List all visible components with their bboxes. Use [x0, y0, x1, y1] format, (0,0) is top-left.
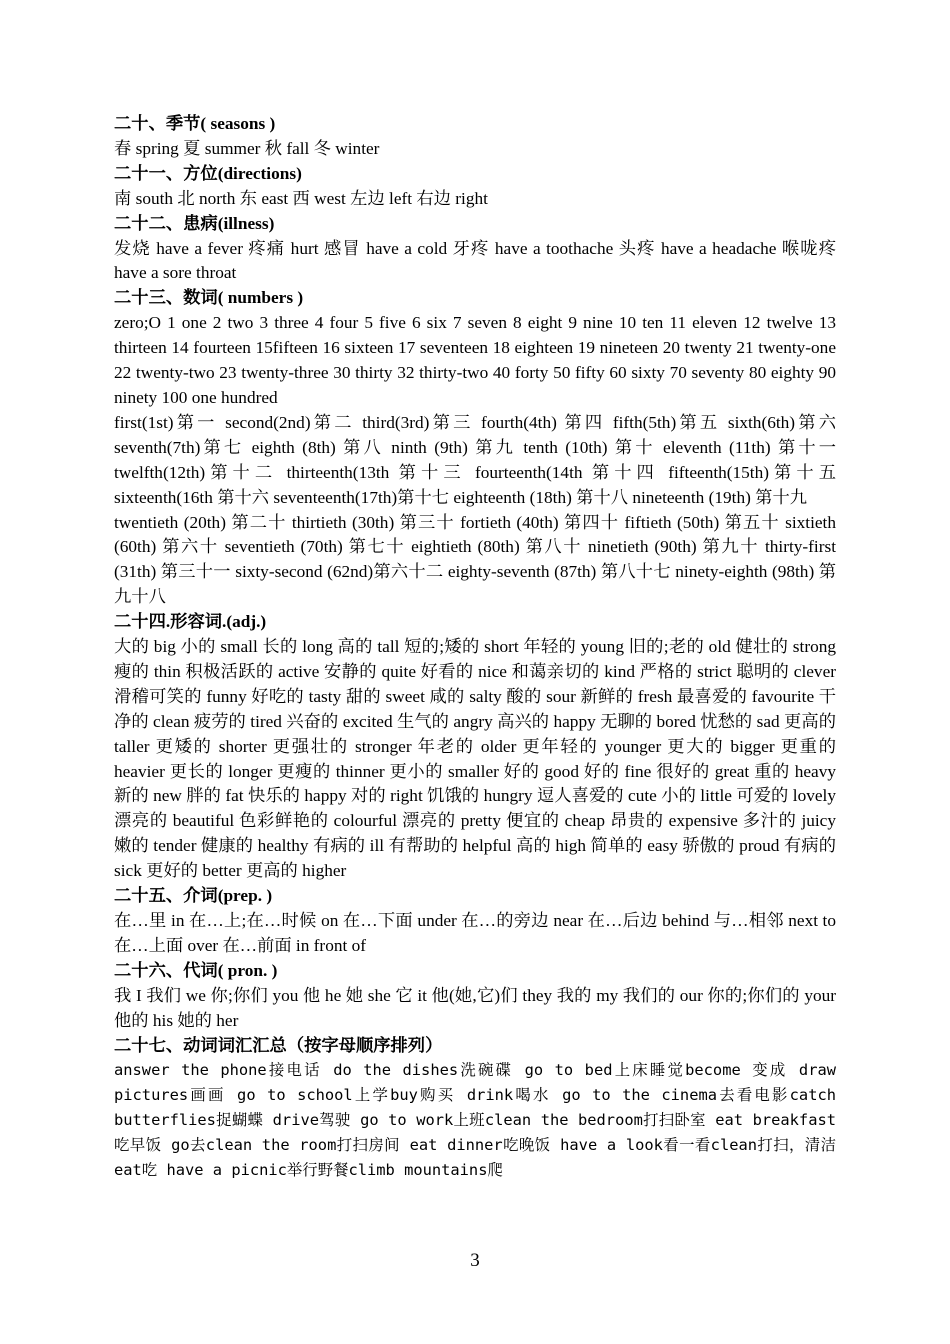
section-numbers	[114, 286, 836, 610]
section-illness	[114, 212, 836, 287]
section-directions	[114, 162, 836, 212]
section-heading: 二十七、动词词汇汇总（按字母顺序排列）	[114, 1035, 443, 1055]
section-heading: 二十二、患病(illness)	[114, 213, 275, 233]
section-pronouns	[114, 959, 836, 1034]
ordinal-tens-paragraph: twentieth (20th) 第二十 thirtieth (30th) 第三十 fortieth (40th) 第四十 fiftieth (50th) 第五十 sixtieth (60th) 第六十 seventieth (70th) 第七十 eightieth (80th) 第八十 ninetieth (90th) 第九十 thirty-first (31th) 第三十一 sixty-second (62nd)第六十二 eighty-seventh (87th) 第八十七 ninety-eighth (98th) 第九十八	[114, 512, 836, 607]
section-seasons	[114, 112, 836, 162]
section-adjectives	[114, 610, 836, 884]
ordinal-numbers-paragraph: first(1st)第一 second(2nd)第二 third(3rd)第三 fourth(4th) 第四 fifth(5th)第五 sixth(6th)第六 seventh(7th)第七 eighth (8th) 第八 ninth (9th) 第九 tenth (10th) 第十 eleventh (11th) 第十一 twelfth(12th)第十二 thirteenth(13th 第十三 fourteenth(14th 第十四 fifteenth(15th)第十五 sixteenth(16th 第十六 seventeenth(17th)第十七 eighteenth (18th) 第十八 nineteenth (19th) 第十九	[114, 412, 836, 507]
section-heading: 二十一、方位(directions)	[114, 163, 302, 183]
section-body: 南 south 北 north 东 east 西 west 左边 left 右边 right	[114, 188, 488, 208]
section-body: 春 spring 夏 summer 秋 fall 冬 winter	[114, 138, 380, 158]
section-heading: 二十、季节( seasons )	[114, 114, 276, 133]
page-number: 3	[470, 1250, 480, 1271]
section-body: 大的 big 小的 small 长的 long 高的 tall 短的;矮的 short 年轻的 young 旧的;老的 old 健壮的 strong 瘦的 thin 积极活跃的 active 安静的 quite 好看的 nice 和蔼亲切的 kind 严格的 strict 聪明的 clever 滑稽可笑的 funny 好吃的 tasty 甜的 sweet 咸的 salty 酸的 sour 新鲜的 fresh 最喜爱的 favourite 干净的 clean 疲劳的 tired 兴奋的 excited 生气的 angry 高兴的 happy 无聊的 bored 忧愁的 sad 更高的 taller 更矮的 shorter 更强壮的 stronger 年老的 older 更年轻的 younger 更大的 bigger 更重的 heavier 更长的 longer 更瘦的 thinner 更小的 smaller 好的 good 好的 fine 很好的 great 重的 heavy 新的 new 胖的 fat 快乐的 happy 对的 right 饥饿的 hungry 逗人喜爱的 cute 小的 little 可爱的 lovely 漂亮的 beautiful 色彩鲜艳的 colourful 漂亮的 pretty 便宜的 cheap 昂贵的 expensive 多汁的 juicy 嫩的 tender 健康的 healthy 有病的 ill 有帮助的 helpful 高的 high 简单的 easy 骄傲的 proud 有病的 sick 更好的 better 更高的 higher	[114, 637, 836, 881]
section-heading: 二十四.形容词.(adj.)	[114, 612, 267, 632]
section-heading: 二十六、代词( pron. )	[114, 960, 278, 980]
verbs-list: answer the phone接电话 do the dishes洗碗碟 go to bed上床睡觉become 变成 draw pictures画画 go to school上学buy购买 drink喝水 go to the cinema去看电影catch butterflies捉蝴蝶 drive驾驶 go to work上班clean the bedroom打扫卧室 eat breakfast吃早饭 go去clean the room打扫房间 eat dinner吃晚饭 have a look看一看clean打扫，清洁 eat吃 have a picnic举行野餐climb mountains爬	[114, 1061, 836, 1180]
section-body: 在…里 in 在…上;在…时候 on 在…下面 under 在…的旁边 near 在…后边 behind 与…相邻 next to 在…上面 over 在…前面 in front of	[114, 911, 836, 955]
document-page	[114, 112, 836, 1183]
section-heading: 二十三、数词( numbers )	[114, 288, 304, 308]
section-verbs	[114, 1034, 836, 1184]
section-prepositions	[114, 884, 836, 959]
section-body: 发烧 have a fever 疼痛 hurt 感冒 have a cold 牙疼 have a toothache 头疼 have a headache 喉咙疼 have a sore throat	[114, 238, 836, 283]
section-body: 我 I 我们 we 你;你们 you 他 he 她 she 它 it 他(她,它)们 they 我的 my 我们的 our 你的;你们的 your 他的 his 她的 her	[114, 985, 836, 1030]
cardinal-numbers-paragraph: zero;O 1 one 2 two 3 three 4 four 5 five 6 six 7 seven 8 eight 9 nine 10 ten 11 eleven 12 twelve 13 thirteen 14 fourteen 15fifteen 16 sixteen 17 seventeen 18 eighteen 19 nineteen 20 twenty 21 twenty-one 22 twenty-two 23 twenty-three 30 thirty 32 thirty-two 40 forty 50 fifty 60 sixty 70 seventy 80 eighty 90 ninety 100 one hundred	[114, 313, 836, 407]
section-heading: 二十五、介词(prep. )	[114, 886, 273, 906]
